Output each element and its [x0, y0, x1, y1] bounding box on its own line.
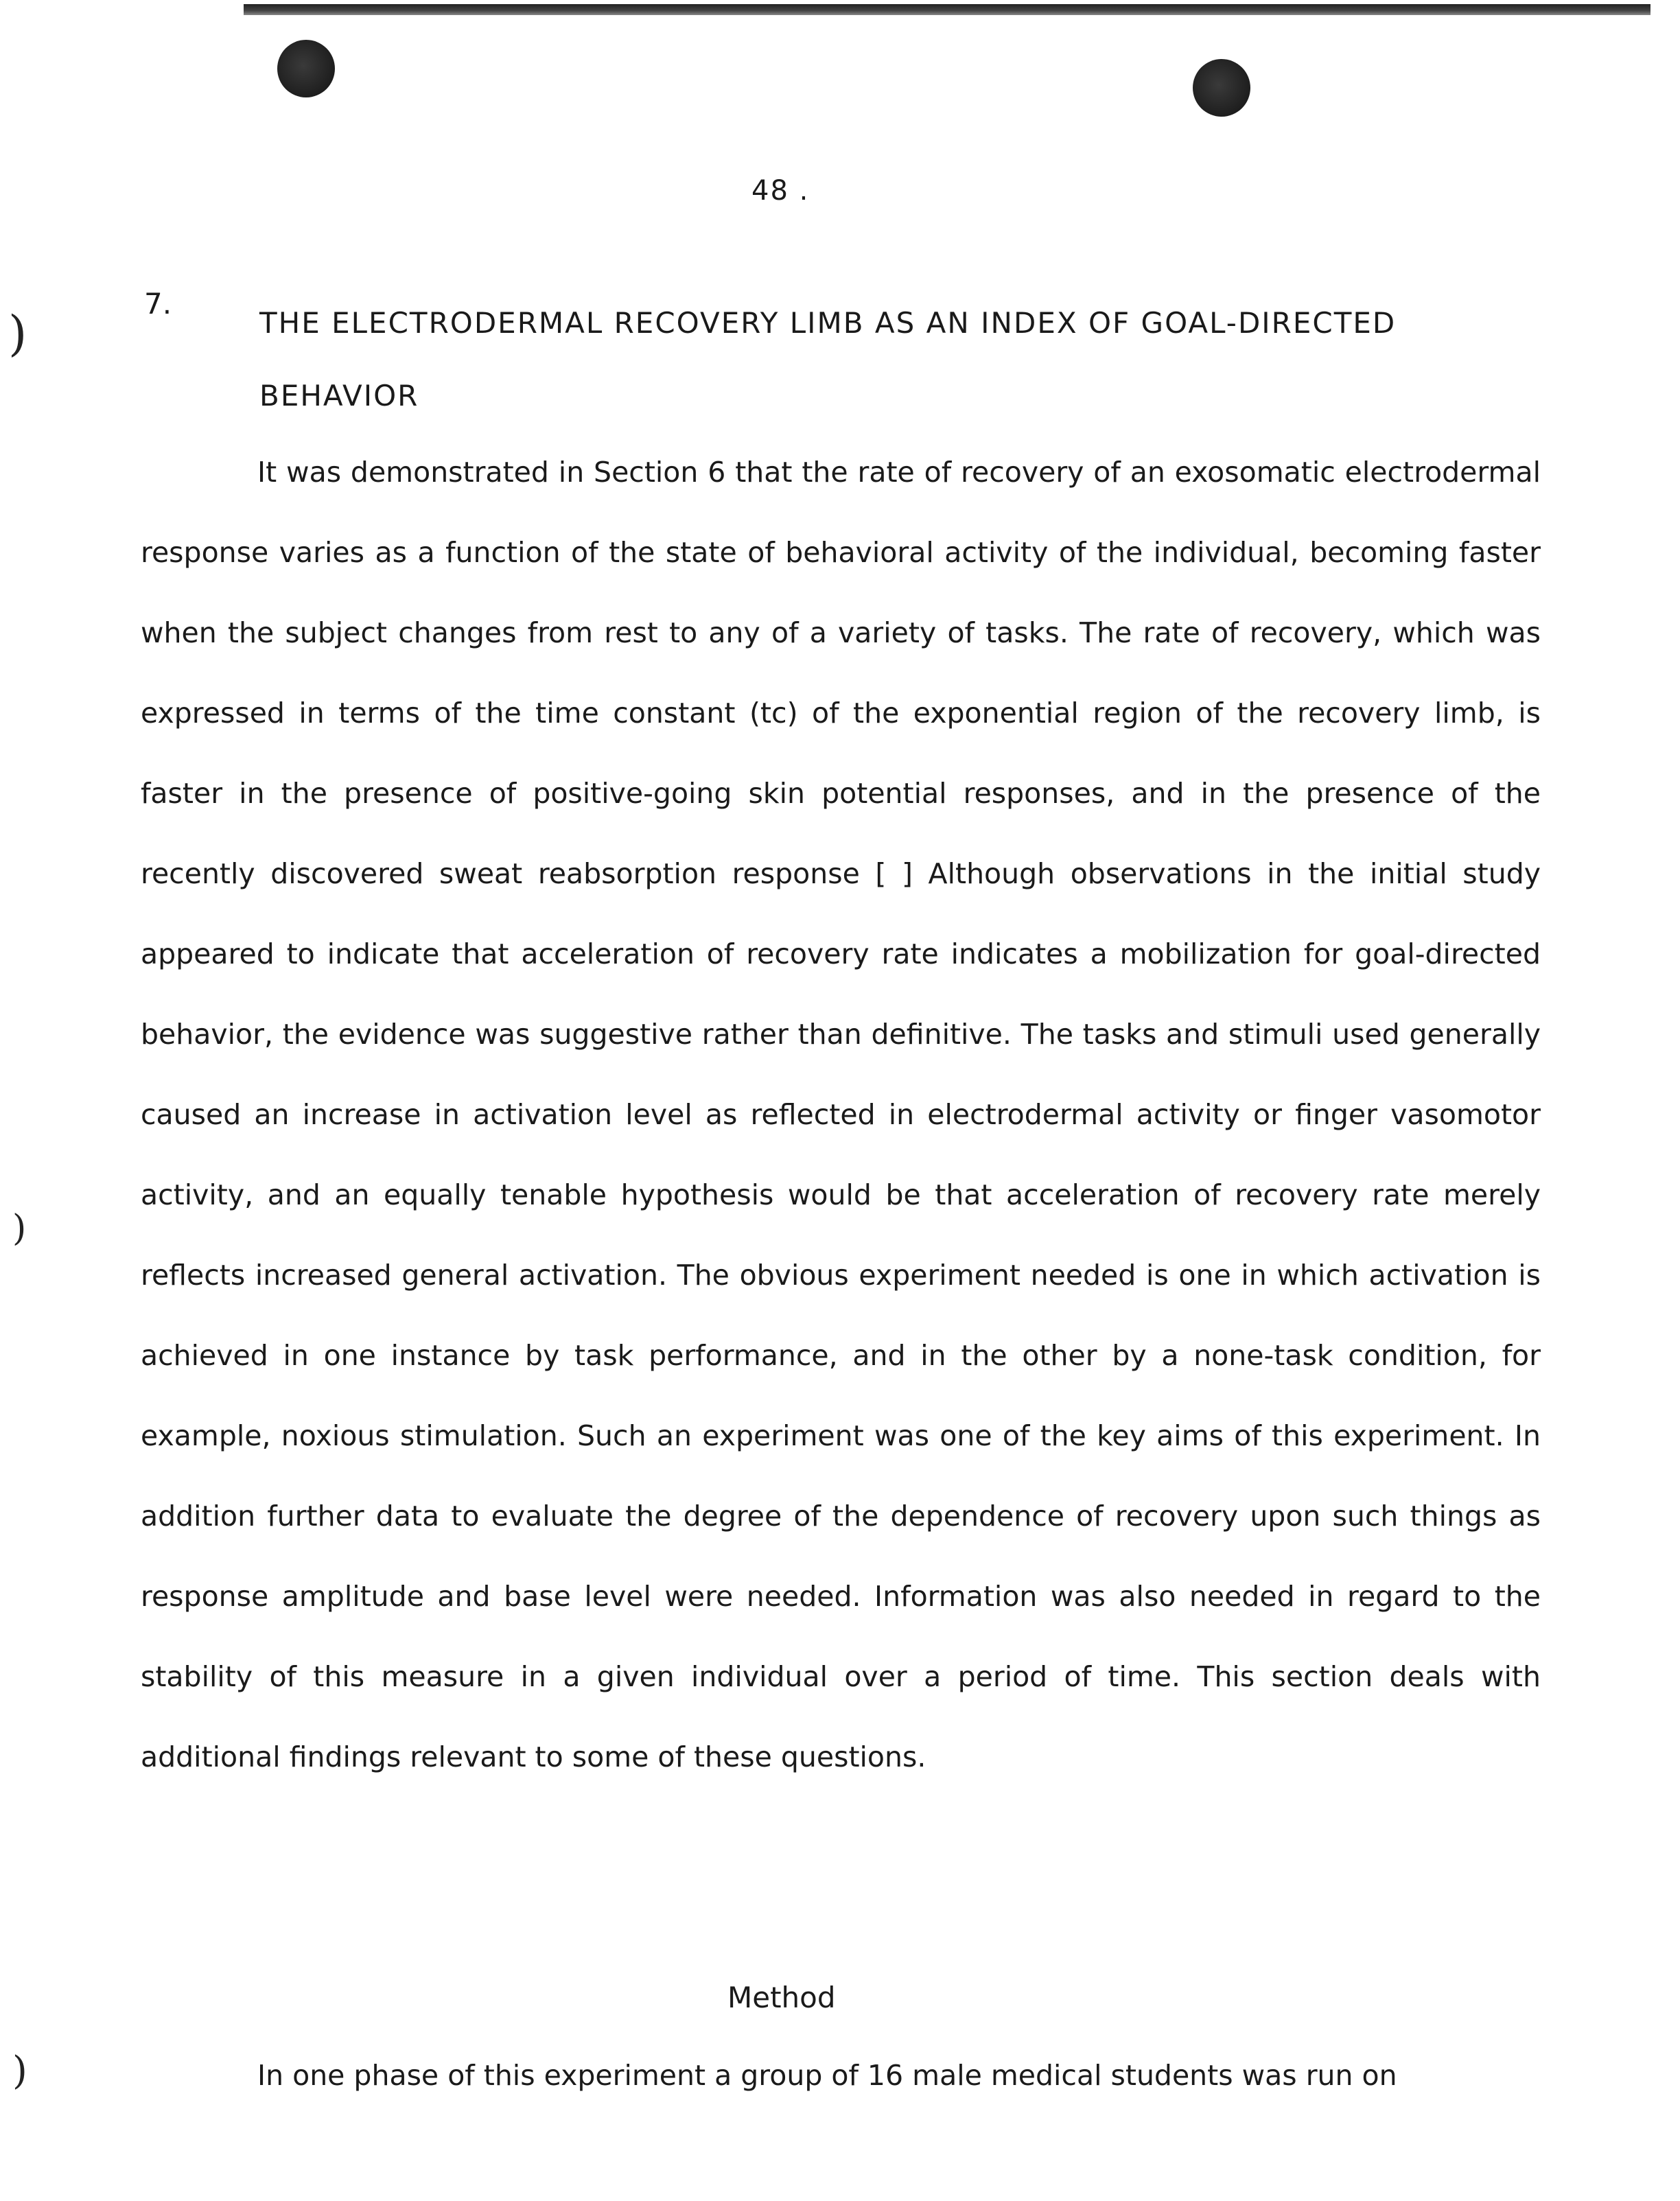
margin-mark: ) — [12, 2049, 27, 2093]
margin-mark: ) — [8, 305, 27, 362]
top-scan-edge — [244, 4, 1650, 15]
punch-hole-right — [1193, 59, 1250, 117]
page-number: 48 . — [751, 175, 810, 207]
section-number: 7. — [144, 287, 172, 321]
punch-hole-left — [277, 40, 335, 97]
body-paragraph-intro: It was demonstrated in Section 6 that the rate of recovery of an exosomatic electrodermal response varies as a function of the state of behavioral activity of the individual, becoming faster when the subject changes from rest to any of a variety of tasks. The rate of recovery, which was expressed in terms of the time constant (tc) of the exponential region of the recovery limb, is faster in the presence of positive-going skin potential responses, and in the presence of the recently discovered sweat reabsorption response [ ] Although observations in the initial study appeared to indicate that acceleration of recovery rate indicates a mobilization for goal-directed behavior, the evidence was suggestive rather than definitive. The tasks and stimuli used generally caused an increase in activation level as reflected in electrodermal activity or finger vasomotor activity, and an equally tenable hypothesis would be that acceleration of recovery rate merely reflects increased general activation. The obvious experiment needed is one in which activation is achieved in one instance by task performance, and in the other by a none-task condition, for example, noxious stimulation. Such an experiment was one of the key aims of this experiment. In addition further data to evaluate the degree of the dependence of recovery upon such things as response amplitude and base level were needed. Information was also needed in regard to the stability of this measure in a given individual over a period of time. This section deals with additional findings relevant to some of these questions. — [141, 456, 1541, 1773]
section-title: THE ELECTRODERMAL RECOVERY LIMB AS AN INDEX OF GOAL-DIRECTED BEHAVIOR — [259, 306, 1397, 412]
method-heading: Method — [727, 1981, 836, 2014]
body-paragraph-method: In one phase of this experiment a group of 16 male medical students was run on — [257, 2059, 1397, 2092]
margin-mark: ) — [12, 1208, 27, 1249]
